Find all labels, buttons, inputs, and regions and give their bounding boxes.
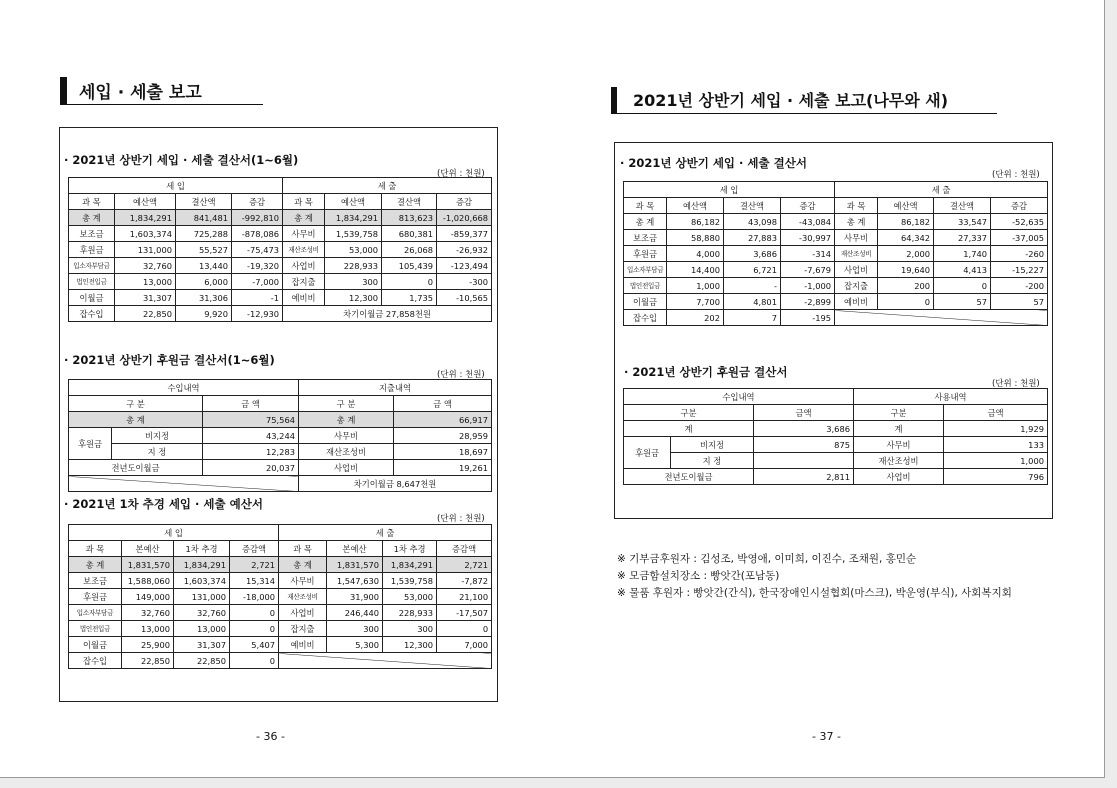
cell: 13,000 bbox=[174, 621, 230, 637]
cell: 13,440 bbox=[176, 258, 232, 274]
cell: -2,899 bbox=[781, 294, 835, 310]
group-header-expense: 지출내역 bbox=[299, 380, 492, 396]
row-label: 총 계 bbox=[279, 557, 327, 573]
cell: 1,740 bbox=[934, 246, 991, 262]
cell: 32,760 bbox=[122, 605, 174, 621]
cell: 1,831,570 bbox=[122, 557, 174, 573]
left-s1-unit: (단위 : 천원) bbox=[437, 169, 485, 179]
specified-value bbox=[754, 453, 854, 469]
cell: 25,900 bbox=[122, 637, 174, 653]
row-label: 재산조성비 bbox=[283, 242, 325, 258]
expense-value: 18,697 bbox=[394, 444, 492, 460]
cell: 6,000 bbox=[176, 274, 232, 290]
total-label: 총 계 bbox=[69, 412, 203, 428]
row-label: 예비비 bbox=[835, 294, 878, 310]
col-header: 과 목 bbox=[835, 198, 878, 214]
right-page-title: 2021년 상반기 세입 · 세출 보고(나무와 새) bbox=[633, 91, 949, 110]
row-label: 법인전입금 bbox=[624, 278, 667, 294]
cell: -7,000 bbox=[232, 274, 283, 290]
row-label: 사무비 bbox=[279, 573, 327, 589]
cell: -1,000 bbox=[781, 278, 835, 294]
total-label: 계 bbox=[854, 421, 944, 437]
cell: 9,920 bbox=[176, 306, 232, 322]
cell: 4,000 bbox=[667, 246, 724, 262]
expense-value: 19,261 bbox=[394, 460, 492, 476]
group-header-income: 수입내역 bbox=[624, 389, 854, 405]
col-header: 과 목 bbox=[624, 198, 667, 214]
cell: 57 bbox=[991, 294, 1048, 310]
col-header: 금 액 bbox=[394, 396, 492, 412]
cell: 12,300 bbox=[383, 637, 437, 653]
cell: 813,623 bbox=[382, 210, 437, 226]
cell: -52,635 bbox=[991, 214, 1048, 230]
cell: -314 bbox=[781, 246, 835, 262]
row-label: 법인전입금 bbox=[69, 274, 115, 290]
expense-label: 재산조성비 bbox=[299, 444, 394, 460]
row-label: 법인전입금 bbox=[69, 621, 122, 637]
cell: 0 bbox=[230, 605, 279, 621]
right-s2-unit: (단위 : 천원) bbox=[992, 379, 1040, 389]
col-header: 예산액 bbox=[325, 194, 382, 210]
window-edge-bottom bbox=[0, 778, 1117, 788]
left-s3-heading: · 2021년 1차 추경 세입 · 세출 예산서 bbox=[64, 497, 263, 511]
cell: 1,588,060 bbox=[122, 573, 174, 589]
cell: 4,801 bbox=[724, 294, 781, 310]
cell: 300 bbox=[325, 274, 382, 290]
cell: 53,000 bbox=[325, 242, 382, 258]
col-header: 결산액 bbox=[934, 198, 991, 214]
cell: 32,760 bbox=[115, 258, 176, 274]
right-budget-settlement-table bbox=[623, 181, 1048, 326]
col-header: 금 액 bbox=[203, 396, 299, 412]
cell: 12,300 bbox=[325, 290, 382, 306]
right-s2-heading: · 2021년 상반기 후원금 결산서 bbox=[624, 365, 788, 379]
cell: 14,400 bbox=[667, 262, 724, 278]
carry-over-cell: 차기이월금 8,647천원 bbox=[299, 476, 492, 492]
row-label: 사무비 bbox=[835, 230, 878, 246]
group-header-out: 세 출 bbox=[835, 182, 1048, 198]
cell: 잡수입 bbox=[69, 653, 122, 669]
left-donation-table bbox=[68, 379, 492, 492]
col-header: 과 목 bbox=[69, 541, 122, 557]
cell: 228,933 bbox=[383, 605, 437, 621]
right-donation-table bbox=[623, 388, 1048, 485]
group-header-out: 세 출 bbox=[279, 525, 492, 541]
cell: -7,872 bbox=[437, 573, 492, 589]
cell: 7,000 bbox=[437, 637, 492, 653]
cell: 31,307 bbox=[174, 637, 230, 653]
cell: 86,182 bbox=[878, 214, 934, 230]
row-label: 후원금 bbox=[69, 242, 115, 258]
specified-label: 지 정 bbox=[671, 453, 754, 469]
col-header: 구분 bbox=[854, 405, 944, 421]
row-label: 재산조성비 bbox=[279, 589, 327, 605]
cell: 131,000 bbox=[174, 589, 230, 605]
diagonal-empty-cell bbox=[835, 310, 1048, 326]
col-header: 예산액 bbox=[878, 198, 934, 214]
title-marker bbox=[611, 87, 617, 113]
left-s2-unit: (단위 : 천원) bbox=[437, 370, 485, 380]
cell: 2,721 bbox=[437, 557, 492, 573]
cell: 1,539,758 bbox=[383, 573, 437, 589]
cell: 7 bbox=[724, 310, 781, 326]
row-label: 총 계 bbox=[835, 214, 878, 230]
row-label: 잡지출 bbox=[835, 278, 878, 294]
group-header-in: 세 입 bbox=[69, 178, 283, 194]
expense-value: 1,000 bbox=[944, 453, 1048, 469]
note-item: ※ 기부금후원자 : 김성조, 박영애, 이미희, 이진수, 조채원, 홍민순 bbox=[617, 553, 917, 565]
col-header: 결산액 bbox=[176, 194, 232, 210]
col-header: 증감액 bbox=[437, 541, 492, 557]
cell: 31,900 bbox=[327, 589, 383, 605]
expense-label: 재산조성비 bbox=[854, 453, 944, 469]
cell: 2,721 bbox=[230, 557, 279, 573]
cell: 1,834,291 bbox=[174, 557, 230, 573]
col-header: 과 목 bbox=[69, 194, 115, 210]
title-marker bbox=[60, 77, 67, 104]
cell: 5,300 bbox=[327, 637, 383, 653]
cell: 4,413 bbox=[934, 262, 991, 278]
row-label: 잡지출 bbox=[279, 621, 327, 637]
row-label: 총 계 bbox=[69, 557, 122, 573]
cell: -19,320 bbox=[232, 258, 283, 274]
prev-carry-label: 전년도이월금 bbox=[69, 460, 203, 476]
cell: 1,603,374 bbox=[115, 226, 176, 242]
expense-label: 사무비 bbox=[854, 437, 944, 453]
row-label: 이월금 bbox=[69, 637, 122, 653]
cell: 1,547,630 bbox=[327, 573, 383, 589]
cell: 26,068 bbox=[382, 242, 437, 258]
cell: 21,100 bbox=[437, 589, 492, 605]
cell: 15,314 bbox=[230, 573, 279, 589]
cell: 725,288 bbox=[176, 226, 232, 242]
cell: 246,440 bbox=[327, 605, 383, 621]
cell: 1,735 bbox=[382, 290, 437, 306]
cell: 0 bbox=[230, 621, 279, 637]
cell: -7,679 bbox=[781, 262, 835, 278]
cell: -123,494 bbox=[437, 258, 492, 274]
cell: 31,307 bbox=[115, 290, 176, 306]
cell: -43,084 bbox=[781, 214, 835, 230]
cell: -300 bbox=[437, 274, 492, 290]
left-s1-heading: · 2021년 상반기 세입 · 세출 결산서(1~6월) bbox=[64, 153, 299, 167]
row-label: 입소자부담금 bbox=[69, 605, 122, 621]
cell: 57 bbox=[934, 294, 991, 310]
row-label: 입소자부담금 bbox=[69, 258, 115, 274]
col-header: 결산액 bbox=[382, 194, 437, 210]
title-underline bbox=[611, 113, 997, 114]
diagonal-empty-cell bbox=[279, 653, 492, 669]
total-label: 총 계 bbox=[299, 412, 394, 428]
specified-label: 지 정 bbox=[112, 444, 203, 460]
total-value: 66,917 bbox=[394, 412, 492, 428]
row-label: 사무비 bbox=[283, 226, 325, 242]
row-label: 총 계 bbox=[283, 210, 325, 226]
prev-carry-value: 2,811 bbox=[754, 469, 854, 485]
cell: -15,227 bbox=[991, 262, 1048, 278]
cell: 1,834,291 bbox=[325, 210, 382, 226]
diagonal-empty-cell bbox=[69, 476, 299, 492]
cell: 105,439 bbox=[382, 258, 437, 274]
group-header-income: 수입내역 bbox=[69, 380, 299, 396]
cell: 1,834,291 bbox=[383, 557, 437, 573]
expense-value: 796 bbox=[944, 469, 1048, 485]
col-header: 예산액 bbox=[115, 194, 176, 210]
row-label: 보조금 bbox=[69, 573, 122, 589]
col-header: 증감 bbox=[232, 194, 283, 210]
left-s2-heading: · 2021년 상반기 후원금 결산서(1~6월) bbox=[64, 353, 275, 367]
right-page-number: - 37 - bbox=[812, 730, 841, 743]
row-label: 총 계 bbox=[624, 214, 667, 230]
cell: 32,760 bbox=[174, 605, 230, 621]
cell: 3,686 bbox=[724, 246, 781, 262]
total-label: 계 bbox=[624, 421, 754, 437]
col-header: 금액 bbox=[944, 405, 1048, 421]
cell: 841,481 bbox=[176, 210, 232, 226]
total-value: 75,564 bbox=[203, 412, 299, 428]
cell: -1 bbox=[232, 290, 283, 306]
designated-value: 43,244 bbox=[203, 428, 299, 444]
col-header: 1차 추경 bbox=[383, 541, 437, 557]
col-header: 증감 bbox=[437, 194, 492, 210]
carry-over-cell: 차기이월금 27,858천원 bbox=[283, 306, 492, 322]
cell: 64,342 bbox=[878, 230, 934, 246]
cell: 1,831,570 bbox=[327, 557, 383, 573]
cell: 31,306 bbox=[176, 290, 232, 306]
row-label: 후원금 bbox=[624, 246, 667, 262]
cell: 53,000 bbox=[383, 589, 437, 605]
row-label: 재산조성비 bbox=[835, 246, 878, 262]
cell: 13,000 bbox=[115, 274, 176, 290]
cell: 2,000 bbox=[878, 246, 934, 262]
title-underline bbox=[60, 104, 263, 105]
left-budget-settlement-table bbox=[68, 177, 492, 322]
cell: 1,539,758 bbox=[325, 226, 382, 242]
cell: 19,640 bbox=[878, 262, 934, 278]
prev-carry-label: 전년도이월금 bbox=[624, 469, 754, 485]
col-header: 예산액 bbox=[667, 198, 724, 214]
donation-label: 후원금 bbox=[624, 437, 671, 469]
cell: 1,603,374 bbox=[174, 573, 230, 589]
prev-carry-value: 20,037 bbox=[203, 460, 299, 476]
cell: 22,850 bbox=[174, 653, 230, 669]
cell: -1,020,668 bbox=[437, 210, 492, 226]
cell: 300 bbox=[383, 621, 437, 637]
cell: -17,507 bbox=[437, 605, 492, 621]
row-label: 후원금 bbox=[69, 589, 122, 605]
cell: 0 bbox=[878, 294, 934, 310]
cell: 1,000 bbox=[667, 278, 724, 294]
designated-value: 875 bbox=[754, 437, 854, 453]
col-header: 결산액 bbox=[724, 198, 781, 214]
expense-label: 사업비 bbox=[854, 469, 944, 485]
row-label: 이월금 bbox=[69, 290, 115, 306]
right-s1-unit: (단위 : 천원) bbox=[992, 170, 1040, 180]
row-label: 보조금 bbox=[624, 230, 667, 246]
cell: 0 bbox=[934, 278, 991, 294]
cell: 680,381 bbox=[382, 226, 437, 242]
cell: 잡수입 bbox=[624, 310, 667, 326]
row-label: 입소자부담금 bbox=[624, 262, 667, 278]
cell: -200 bbox=[991, 278, 1048, 294]
expense-label: 사업비 bbox=[299, 460, 394, 476]
total-value: 1,929 bbox=[944, 421, 1048, 437]
cell: -30,997 bbox=[781, 230, 835, 246]
row-label: 이월금 bbox=[624, 294, 667, 310]
note-item: ※ 모금함설치장소 : 빵앗간(포남동) bbox=[617, 570, 780, 582]
col-header: 과 목 bbox=[283, 194, 325, 210]
row-label: 보조금 bbox=[69, 226, 115, 242]
row-label: 총 계 bbox=[69, 210, 115, 226]
cell: 22,850 bbox=[115, 306, 176, 322]
row-label: 예비비 bbox=[283, 290, 325, 306]
col-header: 구 분 bbox=[299, 396, 394, 412]
cell: 27,883 bbox=[724, 230, 781, 246]
cell: 22,850 bbox=[122, 653, 174, 669]
cell: 6,721 bbox=[724, 262, 781, 278]
group-header-in: 세 입 bbox=[624, 182, 835, 198]
cell: 33,547 bbox=[934, 214, 991, 230]
cell: -859,377 bbox=[437, 226, 492, 242]
group-header-usage: 사용내역 bbox=[854, 389, 1048, 405]
col-header: 증감 bbox=[991, 198, 1048, 214]
left-page-number: - 36 - bbox=[256, 730, 285, 743]
expense-value: 133 bbox=[944, 437, 1048, 453]
group-header-in: 세 입 bbox=[69, 525, 279, 541]
row-label: 사업비 bbox=[835, 262, 878, 278]
cell: 27,337 bbox=[934, 230, 991, 246]
cell: 7,700 bbox=[667, 294, 724, 310]
left-s3-unit: (단위 : 천원) bbox=[437, 514, 485, 524]
cell: 58,880 bbox=[667, 230, 724, 246]
cell: 5,407 bbox=[230, 637, 279, 653]
col-header: 1차 추경 bbox=[174, 541, 230, 557]
row-label: 사업비 bbox=[279, 605, 327, 621]
cell: -37,005 bbox=[991, 230, 1048, 246]
cell: 86,182 bbox=[667, 214, 724, 230]
cell: - bbox=[724, 278, 781, 294]
row-label: 잡지출 bbox=[283, 274, 325, 290]
cell: 43,098 bbox=[724, 214, 781, 230]
cell: 149,000 bbox=[122, 589, 174, 605]
group-header-out: 세 출 bbox=[283, 178, 492, 194]
expense-value: 28,959 bbox=[394, 428, 492, 444]
notes-list bbox=[617, 551, 1012, 602]
designated-label: 비지정 bbox=[671, 437, 754, 453]
col-header: 본예산 bbox=[122, 541, 174, 557]
cell: -878,086 bbox=[232, 226, 283, 242]
col-header: 본예산 bbox=[327, 541, 383, 557]
cell: -75,473 bbox=[232, 242, 283, 258]
cell: 228,933 bbox=[325, 258, 382, 274]
expense-label: 사무비 bbox=[299, 428, 394, 444]
left-supplementary-budget-table bbox=[68, 524, 492, 669]
note-item: ※ 물품 후원자 : 빵앗간(간식), 한국장애인시설협회(마스크), 박운영(부식), 사회복지회 bbox=[617, 587, 1012, 599]
specified-value: 12,283 bbox=[203, 444, 299, 460]
cell: -260 bbox=[991, 246, 1048, 262]
cell: -195 bbox=[781, 310, 835, 326]
cell: 0 bbox=[437, 621, 492, 637]
right-s1-heading: · 2021년 상반기 세입 · 세출 결산서 bbox=[620, 156, 807, 170]
cell: 300 bbox=[327, 621, 383, 637]
cell: -10,565 bbox=[437, 290, 492, 306]
col-header: 과 목 bbox=[279, 541, 327, 557]
cell: -12,930 bbox=[232, 306, 283, 322]
cell: 잡수입 bbox=[69, 306, 115, 322]
cell: 0 bbox=[382, 274, 437, 290]
cell: 0 bbox=[230, 653, 279, 669]
row-label: 예비비 bbox=[279, 637, 327, 653]
cell: -18,000 bbox=[230, 589, 279, 605]
col-header: 구분 bbox=[624, 405, 754, 421]
col-header: 증감액 bbox=[230, 541, 279, 557]
cell: -992,810 bbox=[232, 210, 283, 226]
row-label: 사업비 bbox=[283, 258, 325, 274]
col-header: 구 분 bbox=[69, 396, 203, 412]
cell: 55,527 bbox=[176, 242, 232, 258]
window-edge-right bbox=[1105, 0, 1117, 788]
cell: 13,000 bbox=[122, 621, 174, 637]
cell: -26,932 bbox=[437, 242, 492, 258]
col-header: 증감 bbox=[781, 198, 835, 214]
donation-label: 후원금 bbox=[69, 428, 112, 460]
cell: 202 bbox=[667, 310, 724, 326]
left-page-title: 세입 · 세출 보고 bbox=[79, 83, 202, 103]
designated-label: 비지정 bbox=[112, 428, 203, 444]
cell: 131,000 bbox=[115, 242, 176, 258]
col-header: 금액 bbox=[754, 405, 854, 421]
total-value: 3,686 bbox=[754, 421, 854, 437]
cell: 200 bbox=[878, 278, 934, 294]
cell: 1,834,291 bbox=[115, 210, 176, 226]
